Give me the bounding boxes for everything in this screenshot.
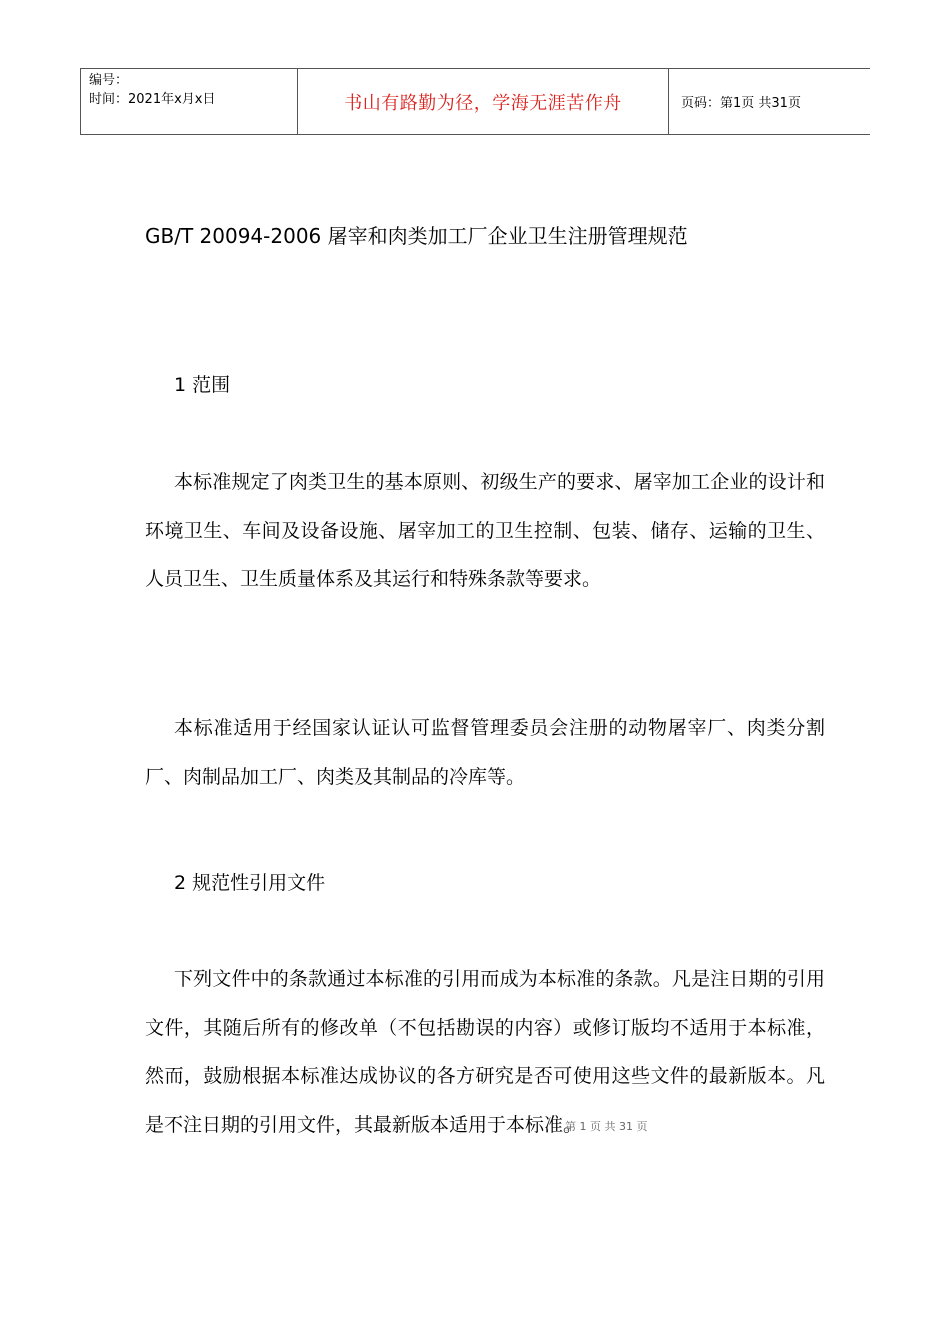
section-1-paragraph-1: 本标准规定了肉类卫生的基本原则、初级生产的要求、屠宰加工企业的设计和环境卫生、车间及设备设施、屠宰加工的卫生控制、包装、储存、运输的卫生、人员卫生、卫生质量体系及其运行和特殊条款等要求。 — [145, 471, 825, 591]
motto-text: 书山有路勤为径，学海无涯苦作舟 — [344, 92, 622, 114]
section-2-heading: 2 规范性引用文件 — [174, 872, 326, 894]
page-info-cell — [669, 69, 871, 135]
time-label: 时间：2021年x月x日 — [89, 92, 216, 107]
section-2-paragraph-1: 下列文件中的条款通过本标准的引用而成为本标准的条款。凡是注日期的引用文件，其随后所有的修改单（不包括勘误的内容）或修订版均不适用于本标准，然而，鼓励根据本标准达成协议的各方研究是否可使用这些文件的最新版本。凡是不注日期的引用文件，其最新版本适用于本标准。 — [145, 968, 825, 1137]
page-info: 页码：第1页 共31页 — [681, 96, 801, 111]
document-title: GB/T 20094-2006 屠宰和肉类加工厂企业卫生注册管理规范 — [145, 224, 688, 248]
header-meta-cell — [81, 69, 298, 135]
section-1-paragraph-2: 本标准适用于经国家认证认可监督管理委员会注册的动物屠宰厂、肉类分割厂、肉制品加工厂、肉类及其制品的冷库等。 — [145, 717, 825, 788]
number-label: 编号： — [89, 73, 129, 88]
header-table — [80, 68, 870, 135]
section-1-heading: 1 范围 — [174, 374, 231, 396]
page-footer-mark: 第 1 页 共 31 页 — [565, 1120, 648, 1133]
motto-cell — [298, 69, 669, 135]
